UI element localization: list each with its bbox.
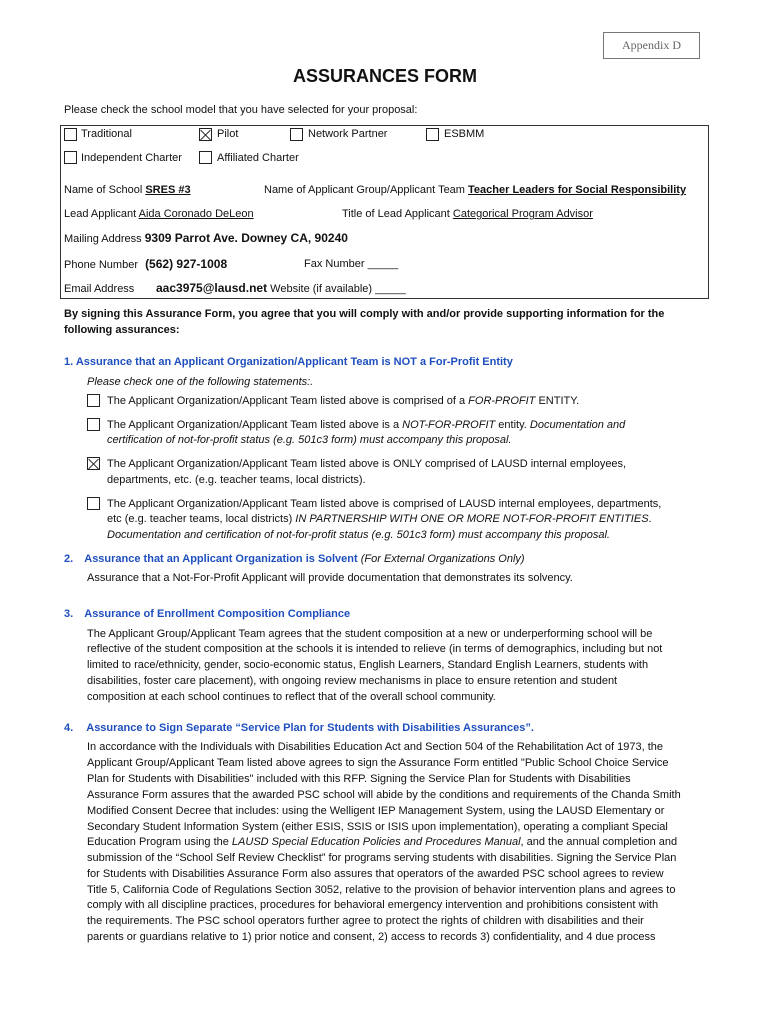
phone-number-field [64, 257, 227, 271]
section-2-body: Assurance that a Not-For-Profit Applicant will provide documentation that demonstrates its solvency. [87, 572, 573, 584]
section-4-number: 4. [64, 722, 74, 734]
section-4-line-start: Education Program using the [87, 836, 232, 848]
website-label: Website (if available) [270, 283, 373, 295]
section-4-line [87, 836, 677, 848]
section-1-instruction: Please check one of the following statements:. [87, 376, 314, 388]
mailing-address-field [64, 231, 348, 245]
affiliated-charter-checkbox[interactable] [199, 151, 212, 164]
opt2-emphasis: NOT-FOR-PROFIT [402, 419, 496, 431]
option-for-profit [107, 395, 579, 407]
section-3-number: 3. [64, 608, 74, 620]
signing-statement-line2: following assurances: [64, 324, 180, 336]
opt2-doc: Documentation and [529, 419, 626, 431]
section-3-heading [64, 608, 350, 620]
fax-number-field [304, 258, 398, 270]
section-4-line: In accordance with the Individuals with Disabilities Education Act and Section 504 of the Rehabilitation Act of 1973, the [87, 741, 664, 753]
applicant-group-label: Name of Applicant Group/Applicant Team [264, 184, 465, 196]
lausd-internal-checkbox[interactable] [87, 457, 100, 470]
school-name-field [64, 184, 191, 196]
pilot-checkbox[interactable] [199, 128, 212, 141]
manual-after: , and the annual completion and [520, 836, 678, 848]
affiliated-charter-label: Affiliated Charter [217, 152, 299, 164]
mailing-address-value[interactable]: 9309 Parrot Ave. Downey CA, 90240 [144, 231, 348, 245]
opt2-mid: entity. [495, 419, 530, 431]
section-2-heading [64, 553, 525, 565]
section-4-line: for Students with Disabilities Assurance Form also assures that operators of the awarded PSC school agrees to review [87, 868, 664, 880]
school-name-label: Name of School [64, 184, 143, 196]
applicant-group-field [264, 184, 686, 196]
section-3-line: The Applicant Group/Applicant Team agrees that the student composition at a new or underperforming school will be [87, 628, 653, 640]
opt4-text: etc (e.g. teacher teams, local districts) [107, 513, 296, 525]
section-2-number: 2. [64, 553, 74, 565]
signing-statement-line1: By signing this Assurance Form, you agree that you will comply with and/or provide supporting information for the [64, 308, 665, 320]
email-address-value[interactable]: aac3975@lausd.net [156, 281, 268, 295]
section-4-line: Applicant Group/Applicant Team listed above agrees to sign the Assurance Form entitled "Public School Choice Service [87, 757, 669, 769]
partnership-checkbox[interactable] [87, 497, 100, 510]
phone-number-label: Phone Number [64, 259, 138, 271]
esbmm-checkbox[interactable] [426, 128, 439, 141]
lead-applicant-field [64, 208, 254, 220]
section-3-line: composition at each school continues to reflect that of the overall school community. [87, 691, 496, 703]
mailing-address-label: Mailing Address [64, 233, 142, 245]
section-3-line: reflective of the student composition at the schools it is intended to relieve (in terms of demographics, including but not [87, 643, 663, 655]
appendix-label: Appendix D [603, 32, 700, 59]
section-4-title: Assurance to Sign Separate “Service Plan for Students with Disabilities Assurances”. [86, 722, 534, 734]
section-3-line: disabilities, foster care placement), with ongoing review mechanisms in place to ensure retention and student [87, 675, 618, 687]
website-value[interactable]: _____ [375, 283, 406, 295]
option-lausd-internal-line1: The Applicant Organization/Applicant Team listed above is ONLY comprised of LAUSD internal employees, [107, 458, 627, 470]
traditional-checkbox[interactable] [64, 128, 77, 141]
section-2-note: (For External Organizations Only) [357, 553, 525, 565]
lead-title-value[interactable]: Categorical Program Advisor [452, 208, 593, 220]
email-address-label: Email Address [64, 283, 135, 295]
opt4-emphasis: IN PARTNERSHIP WITH ONE OR MORE NOT-FOR-PROFIT ENTITIES [295, 513, 649, 525]
school-name-value[interactable]: SRES #3 [145, 184, 191, 196]
option-partnership-line3: Documentation and certification of not-for-profit status (e.g. 501c3 form) must accompany this proposal. [107, 529, 610, 541]
esbmm-label: ESBMM [444, 128, 485, 140]
opt2-certification: certification of not-for-profit status (e.g. 501c3 form) must accompany this proposal. [107, 434, 512, 446]
section-4-line: comply with all discipline practices, procedures for behavioral emergency intervention and prohibitions consistent with [87, 899, 659, 911]
intro-text: Please check the school model that you have selected for your proposal: [64, 104, 418, 116]
network-partner-checkbox[interactable] [290, 128, 303, 141]
section-3-line: limited to race/ethnicity, gender, socio-economic status, English Learners, Standard English Learners, students with [87, 659, 649, 671]
section-4-line: Secondary Student Information System (either ESIS, SSIS or ISIS upon implementation), operating a compliant Special [87, 821, 668, 833]
applicant-group-value[interactable]: Teacher Leaders for Social Responsibility [468, 184, 687, 196]
section-4-line: parents or guardians relative to 1) prior notice and consent, 2) access to records 3) confidentiality, and 4 due process [87, 931, 656, 943]
section-1-number: 1. [64, 356, 74, 368]
section-4-line: submission of the “School Self Review Checklist” for programs serving students with disabilities. Signing the Service Plan [87, 852, 677, 864]
opt1-end: ENTITY. [535, 395, 580, 407]
independent-charter-checkbox[interactable] [64, 151, 77, 164]
traditional-label: Traditional [81, 128, 132, 140]
section-1-title: Assurance that an Applicant Organization/Applicant Team is NOT a For-Profit Entity [75, 356, 513, 368]
fax-number-label: Fax Number [304, 258, 365, 270]
lead-title-label: Title of Lead Applicant [342, 208, 450, 220]
page-title: ASSURANCES FORM [292, 66, 477, 86]
section-4-line: Plan for Students with Disabilities" included with this RFP. Signing the Service Plan for Students with Disabilities [87, 773, 631, 785]
section-4-line: Title 5, California Code of Regulations Section 3052, relative to the provision of behavior intervention plans and agrees to [87, 884, 676, 896]
option-partnership-line2 [107, 513, 652, 525]
lead-applicant-value[interactable]: Aida Coronado DeLeon [138, 208, 254, 220]
section-3-title: Assurance of Enrollment Composition Compliance [84, 608, 351, 620]
lead-applicant-label: Lead Applicant [64, 208, 137, 220]
not-for-profit-checkbox[interactable] [87, 418, 100, 431]
section-4-line: Assurance Form assures that the awarded PSC school will abide by the conditions and requirements of the Chanda Smith [87, 789, 681, 801]
fax-number-value[interactable]: _____ [367, 258, 399, 270]
opt1-emphasis: FOR-PROFIT [468, 395, 536, 407]
opt1-text: The Applicant Organization/Applicant Team listed above is comprised of a [107, 395, 469, 407]
independent-charter-label: Independent Charter [81, 152, 182, 164]
email-website-field [156, 281, 406, 295]
network-partner-label: Network Partner [308, 128, 388, 140]
opt4-period: . [648, 513, 652, 525]
section-4-heading [64, 722, 534, 734]
lead-title-field [342, 208, 593, 220]
option-not-for-profit [107, 419, 625, 431]
section-4-line: Modified Consent Decree that includes: using the Welligent IEP Management System, using the LAUSD Elementary or [87, 805, 665, 817]
option-lausd-internal-line2: departments, etc. (e.g. teacher teams, local districts). [107, 474, 366, 486]
option-partnership-line1: The Applicant Organization/Applicant Team listed above is comprised of LAUSD internal employees, departments, [107, 498, 662, 510]
phone-number-value[interactable]: (562) 927-1008 [145, 257, 228, 271]
for-profit-checkbox[interactable] [87, 394, 100, 407]
pilot-label: Pilot [217, 128, 239, 140]
section-2-title: Assurance that an Applicant Organization is Solvent [84, 553, 358, 565]
section-4-line: the requirements. The PSC school operators further agree to protect the rights of children with disabilities and their [87, 915, 644, 927]
section-1-heading [64, 356, 513, 368]
manual-title: LAUSD Special Education Policies and Procedures Manual [231, 836, 521, 848]
opt2-text: The Applicant Organization/Applicant Team listed above is a [107, 419, 403, 431]
